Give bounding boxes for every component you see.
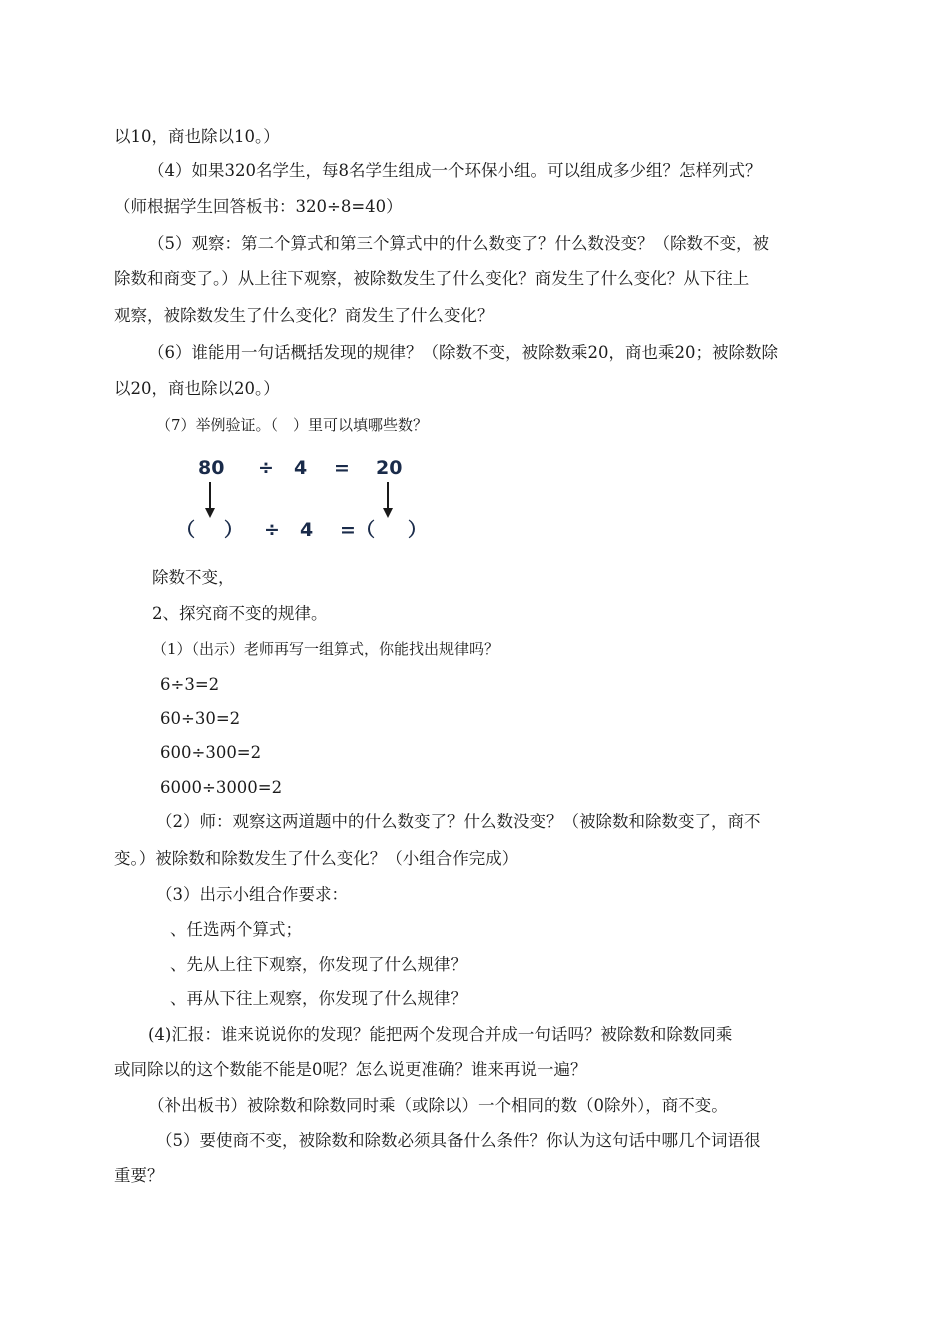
division-diagram: [160, 448, 460, 552]
text-line: 、再从下往上观察，你发现了什么规律？: [170, 989, 467, 1008]
text-line: （2）师：观察这两道题中的什么数变了？什么数没变？（被除数和除数变了，商不: [156, 812, 761, 831]
diagram-bottom-close-paren-right: ）: [408, 519, 428, 541]
diagram-top-dividend: 80: [198, 457, 225, 479]
division-diagram-svg: [160, 448, 460, 552]
diagram-bottom-divide-sign: ÷: [264, 519, 280, 541]
diagram-top-divide-sign: ÷: [258, 457, 274, 479]
text-line: 重要？: [114, 1166, 164, 1185]
text-line: （师根据学生回答板书：320÷8=40）: [114, 197, 403, 216]
diagram-top-quotient: 20: [376, 457, 403, 479]
text-line: 、先从上往下观察，你发现了什么规律？: [170, 955, 467, 974]
text-line: （7）举例验证。（ ）里可以填哪些数？: [156, 416, 429, 434]
arrow-down-left-head: [205, 508, 215, 518]
text-line: （3）出示小组合作要求：: [156, 885, 348, 904]
diagram-bottom-close-paren-left: ）: [224, 519, 244, 541]
equation-line: 60÷30=2: [160, 709, 241, 728]
text-line: 变。）被除数和除数发生了什么变化？（小组合作完成）: [114, 849, 519, 868]
text-line: 、任选两个算式；: [170, 920, 302, 939]
text-line: （补出板书）被除数和除数同时乘（或除以）一个相同的数（0除外），商不变。: [148, 1096, 728, 1115]
text-line: （6）谁能用一句话概括发现的规律？（除数不变，被除数乘20，商也乘20；被除数除: [148, 343, 778, 362]
text-line: 观察，被除数发生了什么变化？商发生了什么变化？: [114, 306, 494, 325]
diagram-bottom-equals: =: [340, 519, 356, 541]
equation-line: 600÷300=2: [160, 743, 262, 762]
diagram-top-equals: =: [334, 457, 350, 479]
diagram-bottom-open-paren-right: （: [356, 519, 376, 541]
text-line: （1）（出示）老师再写一组算式，你能找出规律吗？: [152, 640, 500, 658]
section-heading: 2、探究商不变的规律。: [152, 604, 328, 623]
text-line: （5）观察：第二个算式和第三个算式中的什么数变了？什么数没变？（除数不变，被: [148, 234, 769, 253]
text-line: （5）要使商不变，被除数和除数必须具备什么条件？你认为这句话中哪几个词语很: [156, 1131, 761, 1150]
text-line: (4)汇报：谁来说说你的发现？能把两个发现合并成一句话吗？被除数和除数同乘: [148, 1025, 733, 1044]
text-line: 以20，商也除以20。）: [114, 379, 280, 398]
diagram-top-divisor: 4: [294, 457, 308, 479]
text-line: 以10，商也除以10。）: [114, 127, 280, 146]
arrow-down-right-head: [383, 508, 393, 518]
text-line: 或同除以的这个数能不能是0呢？怎么说更准确？谁来再说一遍？: [114, 1060, 587, 1079]
equation-line: 6÷3=2: [160, 675, 220, 694]
equation-line: 6000÷3000=2: [160, 778, 283, 797]
diagram-bottom-open-paren-left: （: [176, 519, 196, 541]
diagram-bottom-divisor: 4: [300, 519, 314, 541]
text-line: 除数和商变了。）从上往下观察，被除数发生了什么变化？商发生了什么变化？从下往上: [114, 269, 750, 288]
text-line: 除数不变，: [152, 568, 235, 587]
text-line: （4）如果320名学生，每8名学生组成一个环保小组。可以组成多少组？怎样列式？: [148, 161, 762, 180]
